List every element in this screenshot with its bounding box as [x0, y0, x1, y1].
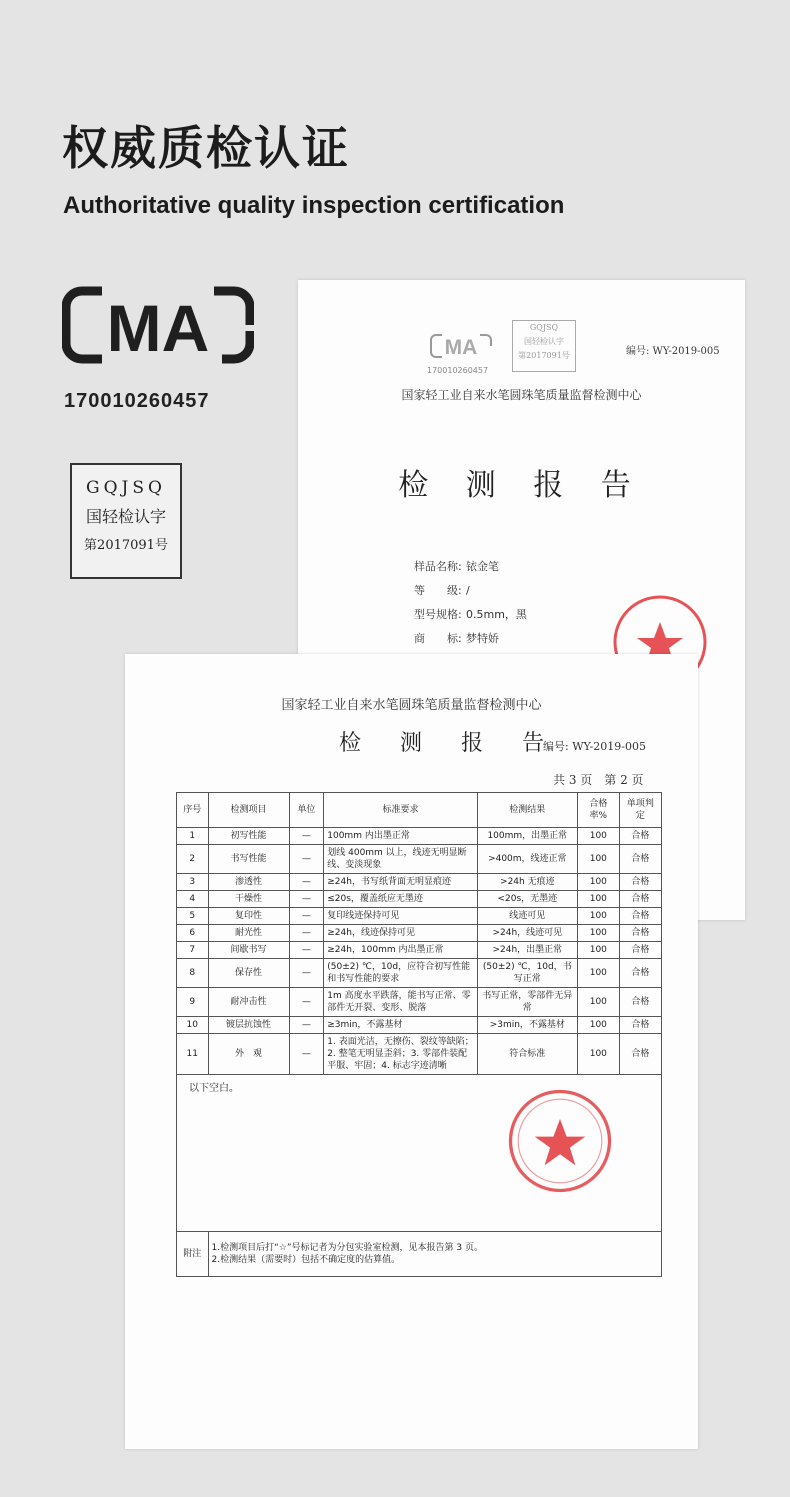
row-unit: —	[289, 845, 324, 874]
center-name: 国家轻工业自来水笔圆珠笔质量监督检测中心	[281, 698, 542, 713]
row-result: 书写正常，零部件无异常	[477, 988, 577, 1017]
row-pass-rate: 100	[577, 988, 619, 1017]
report-page-2	[125, 654, 698, 1449]
row-requirement: ≥24h，书写纸背面无明显痕迹	[324, 874, 478, 891]
gqjsq-box	[70, 463, 182, 579]
gqjsq-line2: 国轻检认字	[85, 507, 166, 526]
gqjsq-line1: GQJSQ	[86, 478, 166, 498]
row-requirement: 划线 400mm 以上，线迹无明显断线、变淡现象	[324, 845, 478, 874]
row-item: 复印性	[208, 908, 289, 925]
table-row	[177, 828, 662, 845]
red-seal-icon	[505, 1086, 615, 1196]
row-unit: —	[289, 828, 324, 845]
row-item: 渗透性	[208, 874, 289, 891]
table-row	[177, 874, 662, 891]
table-row	[177, 942, 662, 959]
row-pass-rate: 100	[577, 908, 619, 925]
footnote-2: 2.检测结果（需要时）包括不确定度的估算值。	[211, 1255, 401, 1265]
row-no: 8	[177, 959, 209, 988]
row-pass-rate: 100	[577, 1034, 619, 1075]
page-title-en: Authoritative quality inspection certification	[63, 192, 565, 219]
row-result: <20s，无墨迹	[477, 891, 577, 908]
center-name: 国家轻工业自来水笔圆珠笔质量监督检测中心	[401, 388, 642, 402]
row-verdict: 合格	[619, 988, 661, 1017]
row-verdict: 合格	[619, 891, 661, 908]
field-brand: 商 标: 梦特娇	[414, 632, 499, 645]
row-unit: —	[289, 925, 324, 942]
row-pass-rate: 100	[577, 891, 619, 908]
table-row	[177, 925, 662, 942]
row-requirement: 复印线迹保持可见	[324, 908, 478, 925]
row-item: 书写性能	[208, 845, 289, 874]
table-row	[177, 1034, 662, 1075]
row-result: >24h，出墨正常	[477, 942, 577, 959]
row-pass-rate: 100	[577, 942, 619, 959]
row-result: >3min，不露基材	[477, 1017, 577, 1034]
table-header-row	[177, 793, 662, 828]
row-verdict: 合格	[619, 942, 661, 959]
row-requirement: 1. 表面光洁，无擦伤、裂纹等缺陷；2. 整笔无明显歪斜；3. 零部件装配平服、牢固；4. 标志字迹清晰	[324, 1034, 478, 1075]
row-verdict: 合格	[619, 959, 661, 988]
row-verdict: 合格	[619, 908, 661, 925]
header-pass-rate: 合格率%	[577, 793, 619, 828]
row-result: (50±2) ℃，10d，书写正常	[477, 959, 577, 988]
row-requirement: (50±2) ℃，10d，应符合初写性能和书写性能的要求	[324, 959, 478, 988]
row-unit: —	[289, 988, 324, 1017]
row-result: >24h 无痕迹	[477, 874, 577, 891]
page-title-cn: 权威质检认证	[62, 121, 350, 175]
row-requirement: ≥3min，不露基材	[324, 1017, 478, 1034]
report-title: 检 测 报 告	[398, 468, 645, 503]
row-item: 干燥性	[208, 891, 289, 908]
table-row	[177, 845, 662, 874]
row-result: 100mm，出墨正常	[477, 828, 577, 845]
row-unit: —	[289, 891, 324, 908]
row-unit: —	[289, 1017, 324, 1034]
cma-number: 170010260457	[64, 390, 210, 412]
table-row	[177, 1017, 662, 1034]
row-item: 耐冲击性	[208, 988, 289, 1017]
cma-logo	[62, 285, 254, 365]
table-row	[177, 988, 662, 1017]
field-sample-name: 样品名称: 铱金笔	[414, 560, 499, 573]
row-requirement: ≥24h，100mm 内出墨正常	[324, 942, 478, 959]
row-verdict: 合格	[619, 845, 661, 874]
row-no: 3	[177, 874, 209, 891]
report-code: 编号: WY-2019-005	[626, 346, 720, 357]
row-no: 7	[177, 942, 209, 959]
header-result: 检测结果	[477, 793, 577, 828]
footnote-1: 1.检测项目后打“☆”号标记者为分包实验室检测，见本报告第 3 页。	[211, 1243, 483, 1253]
row-item: 初写性能	[208, 828, 289, 845]
stamp-line1: GQJSQ	[529, 323, 559, 332]
row-pass-rate: 100	[577, 959, 619, 988]
row-requirement: 1m 高度水平跌落，能书写正常、零部件无开裂、变形、脱落	[324, 988, 478, 1017]
row-unit: —	[289, 959, 324, 988]
cma-small-number: 170010260457	[427, 366, 489, 375]
row-no: 4	[177, 891, 209, 908]
row-result: >400m，线迹正常	[477, 845, 577, 874]
stamp-line3: 第2017091号	[518, 351, 570, 360]
row-no: 10	[177, 1017, 209, 1034]
row-item: 镀层抗蚀性	[208, 1017, 289, 1034]
svg-text:MA: MA	[106, 291, 210, 365]
footnote-text	[208, 1232, 661, 1277]
footnote-label: 附注	[177, 1232, 209, 1277]
table-row	[177, 891, 662, 908]
footnote-row	[177, 1232, 662, 1277]
header-unit: 单位	[289, 793, 324, 828]
stamp-line2: 国轻检认字	[524, 337, 564, 346]
row-verdict: 合格	[619, 1034, 661, 1075]
header-requirement: 标准要求	[324, 793, 478, 828]
field-grade: 等 级: /	[414, 584, 470, 597]
table-row	[177, 908, 662, 925]
header-no: 序号	[177, 793, 209, 828]
row-unit: —	[289, 874, 324, 891]
row-pass-rate: 100	[577, 828, 619, 845]
page-count: 共 3 页 第 2 页	[553, 773, 644, 787]
row-requirement: 100mm 内出墨正常	[324, 828, 478, 845]
row-no: 11	[177, 1034, 209, 1075]
row-requirement: ≥24h，线迹保持可见	[324, 925, 478, 942]
row-verdict: 合格	[619, 925, 661, 942]
row-result: 符合标准	[477, 1034, 577, 1075]
cma-small-logo	[428, 332, 494, 360]
row-item: 保存性	[208, 959, 289, 988]
table-row	[177, 959, 662, 988]
row-no: 9	[177, 988, 209, 1017]
row-result: >24h，线迹可见	[477, 925, 577, 942]
row-verdict: 合格	[619, 1017, 661, 1034]
field-model: 型号规格: 0.5mm，黑	[414, 608, 527, 621]
row-item: 耐光性	[208, 925, 289, 942]
row-no: 6	[177, 925, 209, 942]
header-item: 检测项目	[208, 793, 289, 828]
row-pass-rate: 100	[577, 925, 619, 942]
row-pass-rate: 100	[577, 874, 619, 891]
row-pass-rate: 100	[577, 1017, 619, 1034]
gqjsq-line3: 第2017091号	[84, 538, 168, 553]
row-no: 1	[177, 828, 209, 845]
row-item: 外 观	[208, 1034, 289, 1075]
report-code: 编号: WY-2019-005	[543, 740, 646, 753]
row-unit: —	[289, 908, 324, 925]
svg-text:MA: MA	[444, 336, 478, 359]
row-result: 线迹可见	[477, 908, 577, 925]
row-verdict: 合格	[619, 874, 661, 891]
row-unit: —	[289, 1034, 324, 1075]
row-item: 间歇书写	[208, 942, 289, 959]
blank-note: 以下空白。	[177, 1075, 662, 1232]
row-requirement: ≤20s，覆盖纸应无墨迹	[324, 891, 478, 908]
row-unit: —	[289, 942, 324, 959]
row-no: 2	[177, 845, 209, 874]
header-verdict: 单项判定	[619, 793, 661, 828]
report-title: 检 测 报 告	[339, 731, 560, 756]
row-no: 5	[177, 908, 209, 925]
results-table	[176, 792, 662, 1277]
row-verdict: 合格	[619, 828, 661, 845]
row-pass-rate: 100	[577, 845, 619, 874]
gqjsq-stamp	[512, 320, 576, 372]
